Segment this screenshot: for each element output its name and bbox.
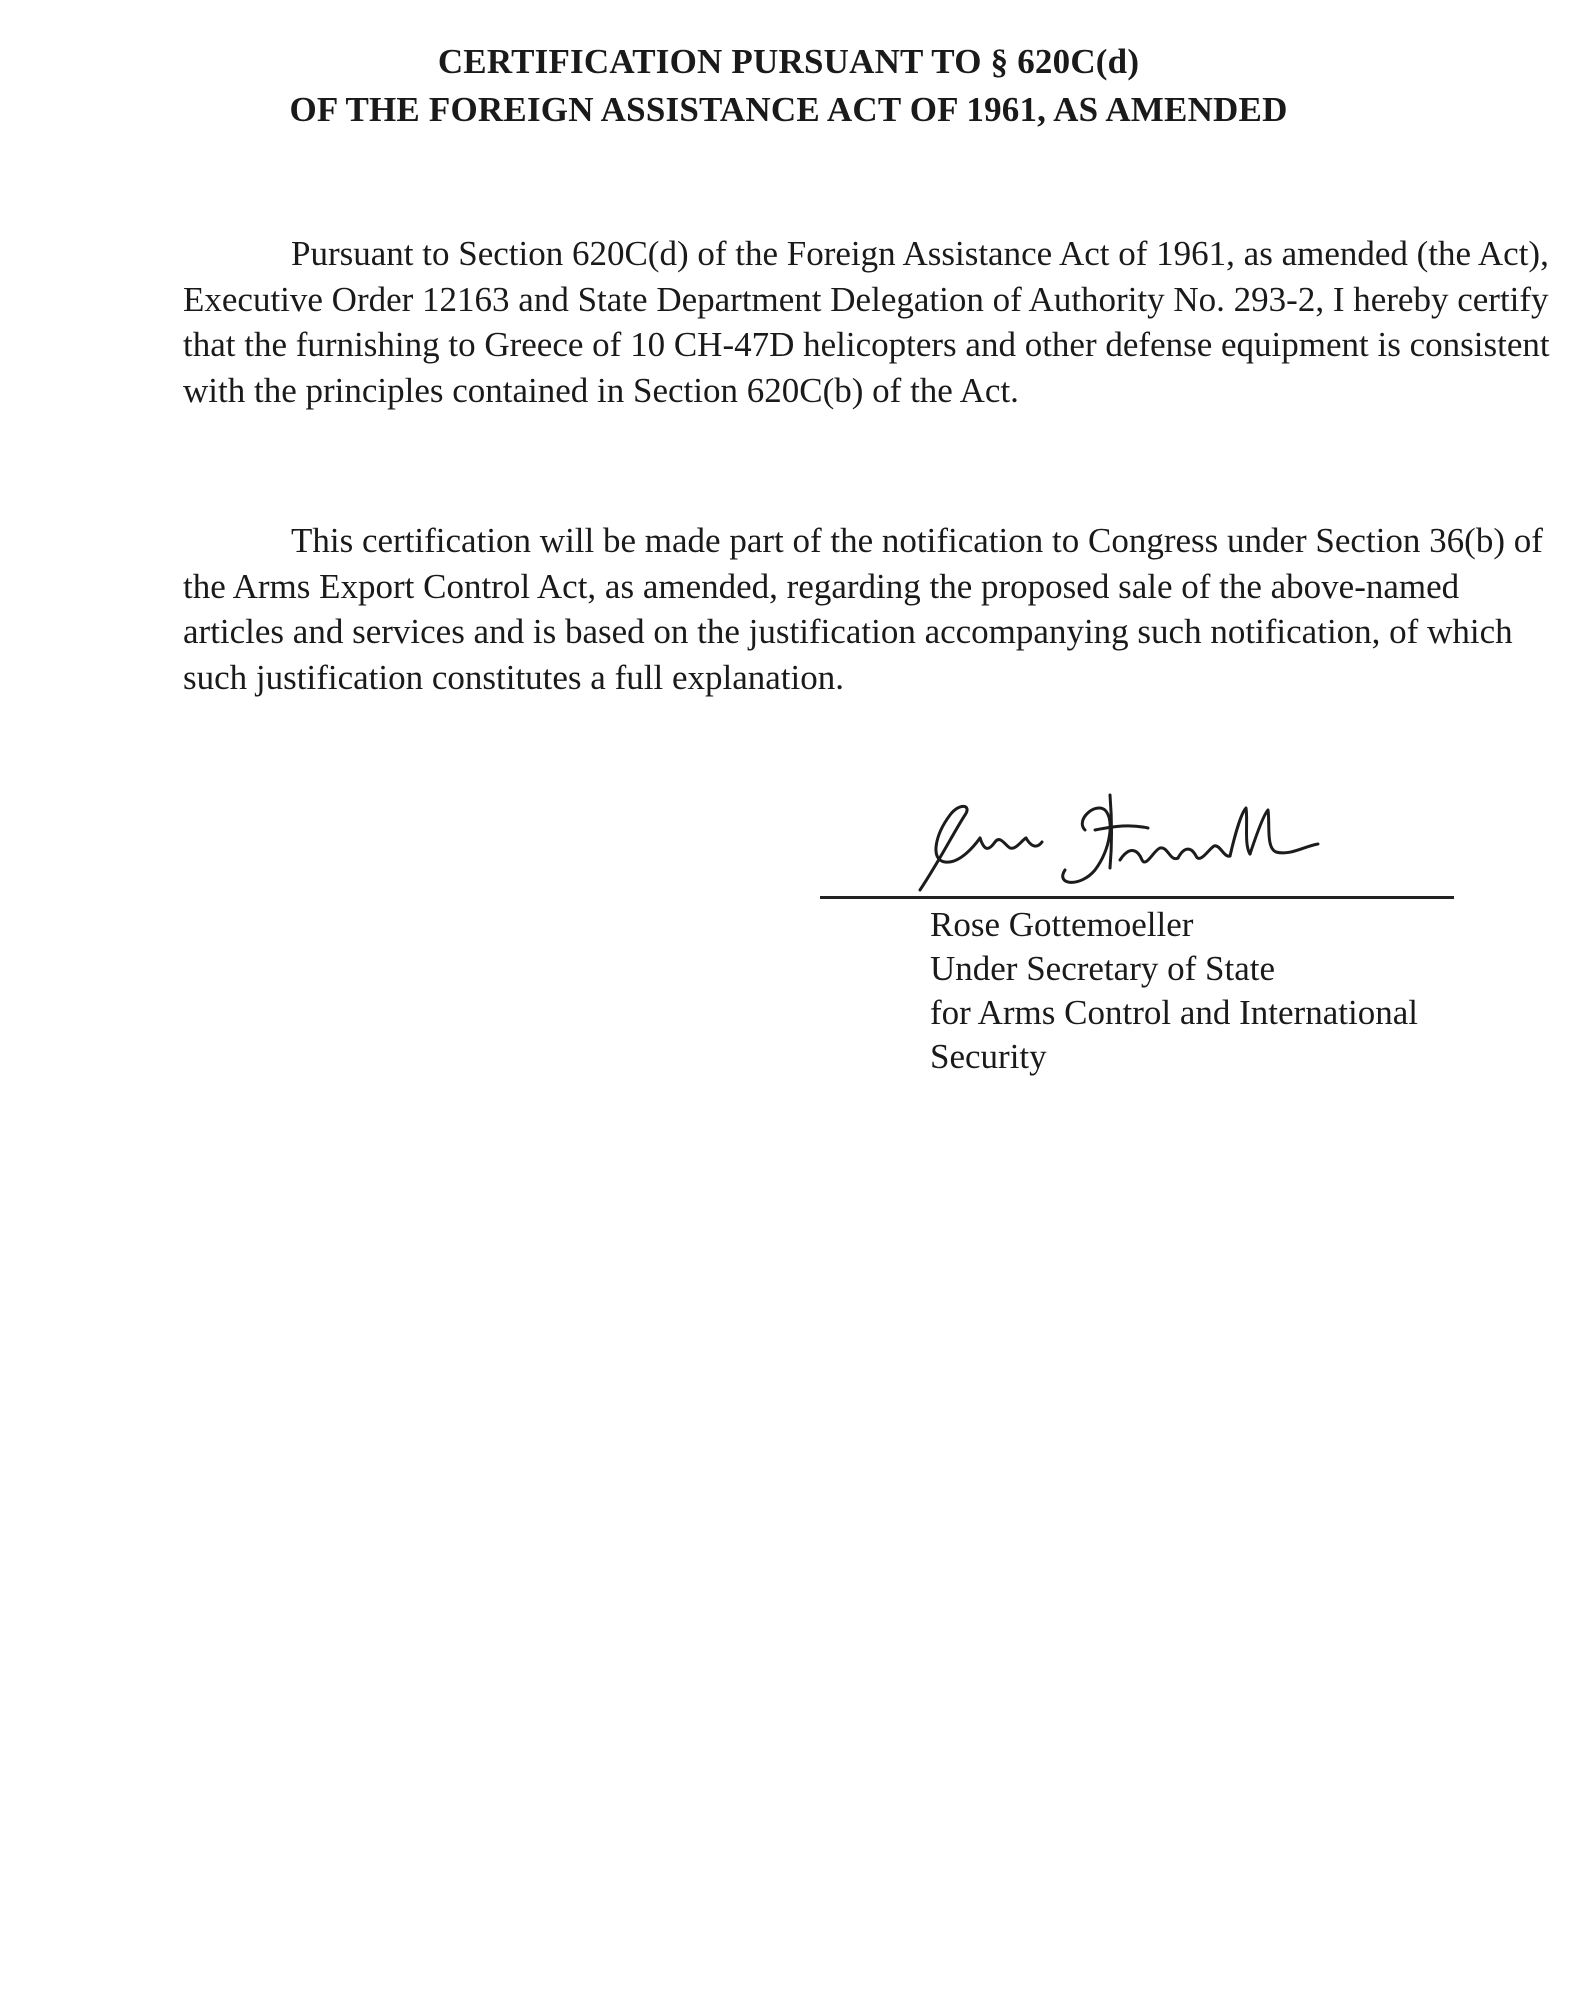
heading-line-2: OF THE FOREIGN ASSISTANCE ACT OF 1961, AS AMENDED [289,90,1288,129]
signer-title-line-3: Security [930,1037,1047,1076]
signature-area [820,790,1460,910]
paragraph-notification: This certification will be made part of the notification to Congress under Section 36(b) of the Arms Export Control Act, as amended, regarding the proposed sale of the above-named articles and services and is based on the justification accompanying such notification, of which such justification constitutes a full explanation. [183,521,1543,697]
signer-name: Rose Gottemoeller [930,905,1194,944]
document-heading [0,38,1577,134]
signature-line [820,896,1454,899]
signature-block [930,903,1418,1079]
paragraph-certification: Pursuant to Section 620C(d) of the Foreign Assistance Act of 1961, as amended (the Act), Executive Order 12163 and State Department Delegation of Authority No. 293-2, I hereby certify that the furnishing to Greece of 10 CH-47D helicopters and other defense equipment is consistent with the principles contained in Section 620C(b) of the Act. [183,234,1550,410]
signer-title-line-2: for Arms Control and International [930,993,1418,1032]
handwritten-signature [880,790,1320,900]
signer-title-line-1: Under Secretary of State [930,949,1275,988]
heading-line-1: CERTIFICATION PURSUANT TO § 620C(d) [437,42,1140,81]
